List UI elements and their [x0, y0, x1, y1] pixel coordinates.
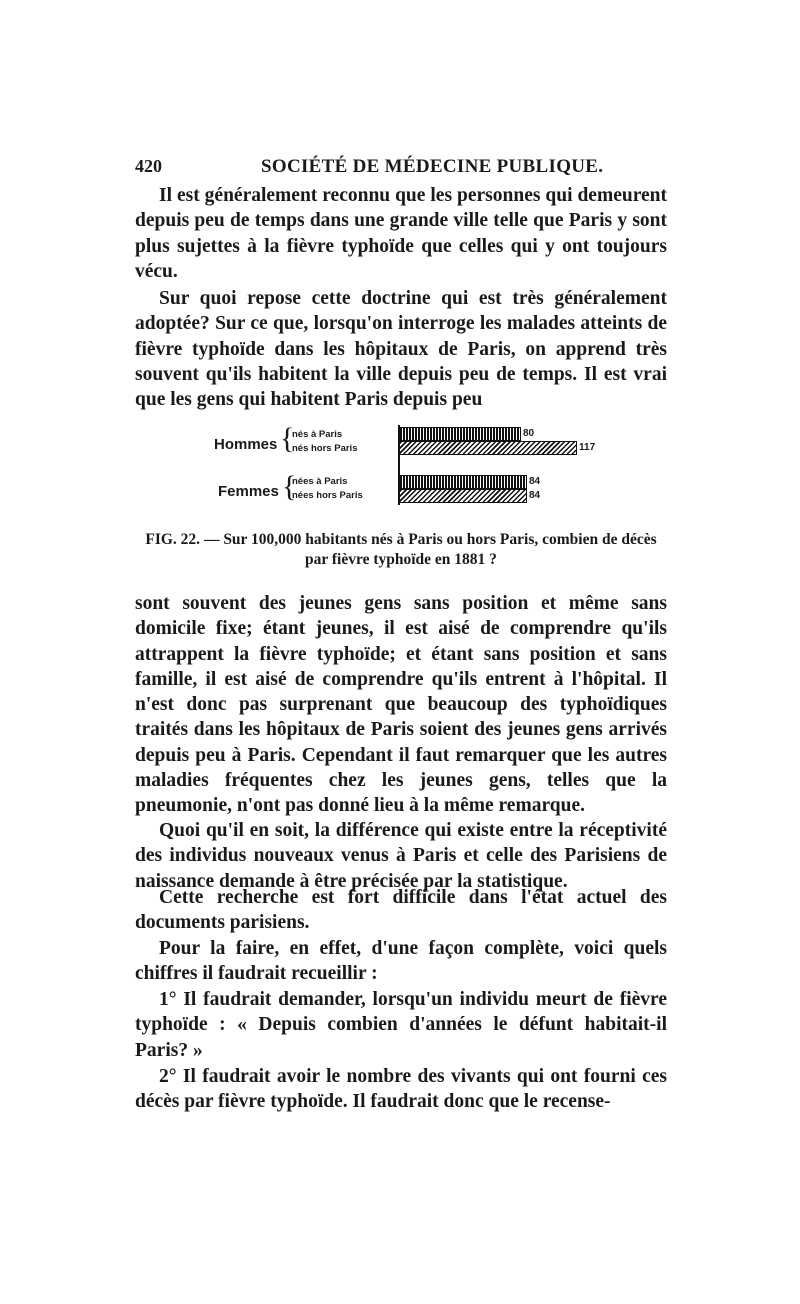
category-label-femmes: Femmes [218, 483, 279, 500]
bar-femmes-nees-paris [399, 475, 527, 489]
figure-caption [135, 530, 667, 570]
legend-label-hommes-paris: nés à Paris [292, 429, 343, 440]
bar-hommes-nes-paris [399, 427, 521, 441]
paragraph-5: Cette recherche est fort difficile dans l'état actuel des documents parisiens. [135, 887, 667, 934]
figure-caption-text: — Sur 100,000 habitants nés à Paris ou hors Paris, combien de décès par fièvre typhoïde en 1881 ? [203, 531, 657, 568]
brace-femmes: { [282, 470, 297, 503]
value-label-hommes-paris: 80 [523, 428, 535, 439]
value-label-femmes-paris: 84 [529, 476, 541, 487]
bar-hommes-nes-hors-paris [399, 441, 577, 455]
legend-label-femmes-paris: nées à Paris [292, 476, 348, 487]
paragraph-1: Il est généralement reconnu que les personnes qui demeurent depuis peu de temps dans une grande ville telle que Paris y sont plus sujettes à la fièvre typhoïde que celles qui y ont toujours vécu. [135, 185, 667, 282]
page-header [135, 152, 667, 180]
value-label-femmes-hors: 84 [529, 490, 541, 501]
legend-label-femmes-hors: nées hors Paris [292, 490, 363, 501]
category-label-hommes: Hommes [214, 436, 278, 453]
paragraph-7: 1° Il faudrait demander, lorsqu'un individu meurt de fièvre typhoïde : « Depuis combien d'années le défunt habitait-il Paris? » [135, 989, 667, 1061]
bar-femmes-nees-hors-paris [399, 489, 527, 503]
paragraph-2: Sur quoi repose cette doctrine qui est très généralement adoptée? Sur ce que, lorsqu'on interroge les malades atteints de fièvre typhoïde dans les hôpitaux de Paris, on apprend très souvent qu'ils habitent la ville depuis peu de temps. Il est vrai que les gens qui habitent Paris depuis peu [135, 288, 667, 411]
figure-caption-label: FIG. 22. [145, 531, 201, 548]
paragraph-3: sont souvent des jeunes gens sans position et même sans domicile fixe; étant jeunes, il est aisé de comprendre qu'ils attrappent la fièvre typhoïde; et étant sans position et sans famille, il est aisé de comprendre qu'ils entrent à l'hôpital. Il n'est donc pas surprenant que beaucoup des typhoïdiques traités dans les hôpitaux de Paris soient des jeunes gens arrivés depuis peu à Paris. Cependant il faut remarquer que les autres maladies fréquentes chez les jeunes gens, telles que la pneumonie, n'ont pas donné lieu à la même remarque. [135, 593, 667, 817]
running-title: SOCIÉTÉ DE MÉDECINE PUBLIQUE. [261, 156, 604, 177]
paragraph-6: Pour la faire, en effet, d'une façon complète, voici quels chiffres il faudrait recueillir : [135, 938, 667, 985]
page-number: 420 [135, 156, 162, 176]
paragraph-4: Quoi qu'il en soit, la différence qui existe entre la réceptivité des individus nouveaux venus à Paris et celle des Parisiens de naissance demande à être précisée par la statistique. [135, 820, 667, 892]
paragraph-8: 2° Il faudrait avoir le nombre des vivants qui ont fourni ces décès par fièvre typhoïde. Il faudrait donc que le recense- [135, 1066, 667, 1113]
brace-hommes: { [280, 422, 295, 455]
legend-label-hommes-hors: nés hors Paris [292, 443, 358, 454]
value-label-hommes-hors: 117 [579, 442, 596, 453]
figure-22-chart [200, 420, 620, 510]
